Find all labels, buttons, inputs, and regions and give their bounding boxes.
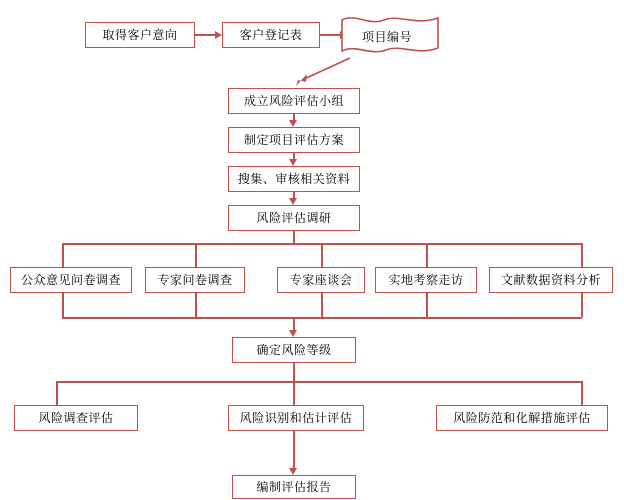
bus-drop-public-survey (62, 243, 64, 267)
distribution-bus-evaluations (56, 381, 582, 383)
arrowhead-plan-to-collect (289, 159, 297, 166)
bus2-drop-risk-survey-eval (56, 381, 58, 405)
flow-node-collect-review-materials: 搜集、审核相关资料 (228, 166, 360, 192)
collection-bus-methods (62, 317, 582, 319)
flow-node-field-investigation: 实地考察走访 (375, 267, 477, 293)
connector-research-to-bus (293, 231, 295, 243)
bus-drop-expert-survey (195, 243, 197, 267)
collect-riser-expert-forum (321, 293, 323, 317)
flow-node-establish-risk-assessment-team: 成立风险评估小组 (228, 88, 360, 114)
flow-node-expert-questionnaire: 专家问卷调查 (145, 267, 245, 293)
arrowhead-team-to-plan (289, 120, 297, 127)
arrowhead-bus-to-risk-level (289, 330, 297, 337)
connector-risk-level-to-bus2 (293, 363, 295, 381)
bus2-drop-risk-identification-eval (293, 381, 295, 405)
collect-riser-field-visit (426, 293, 428, 317)
flow-node-determine-risk-level: 确定风险等级 (232, 337, 356, 363)
flow-node-formulate-assessment-plan: 制定项目评估方案 (228, 127, 360, 153)
collect-riser-expert-survey (195, 293, 197, 317)
flow-node-take-client-intent: 取得客户意向 (85, 22, 195, 48)
arrowhead-intent-to-registration (215, 31, 222, 39)
collect-riser-literature-analysis (581, 293, 583, 317)
arrowhead-collect-to-research (289, 198, 297, 205)
connector-project-number-to-risk-team (292, 56, 354, 88)
flow-node-risk-survey-evaluation: 风险调查评估 (14, 405, 138, 431)
connector-registration-to-project-number (320, 34, 340, 36)
connector-bus-to-risk-level (293, 317, 295, 331)
flow-node-project-number-label: 项目编号 (362, 30, 413, 44)
flow-node-compile-assessment-report: 编制评估报告 (232, 475, 356, 499)
collect-riser-public-survey (62, 293, 64, 317)
connector-intent-to-registration (195, 34, 215, 36)
flow-node-risk-identification-estimation-evaluation: 风险识别和估计评估 (228, 405, 364, 431)
flow-node-expert-symposium: 专家座谈会 (277, 267, 365, 293)
bus2-drop-risk-prevention-eval (581, 381, 583, 405)
flow-node-risk-assessment-research: 风险评估调研 (228, 205, 360, 231)
flow-node-literature-data-analysis: 文献数据资料分析 (489, 267, 613, 293)
bus-drop-field-visit (426, 243, 428, 267)
arrowhead-to-report (289, 468, 297, 475)
flow-node-risk-prevention-mitigation-evaluation: 风险防范和化解措施评估 (436, 405, 608, 431)
connector-identification-to-report (293, 431, 295, 469)
flow-node-public-opinion-survey: 公众意见问卷调查 (10, 267, 132, 293)
bus-drop-expert-forum (321, 243, 323, 267)
flow-node-client-registration-form: 客户登记表 (222, 22, 320, 48)
bus-drop-literature-analysis (581, 243, 583, 267)
